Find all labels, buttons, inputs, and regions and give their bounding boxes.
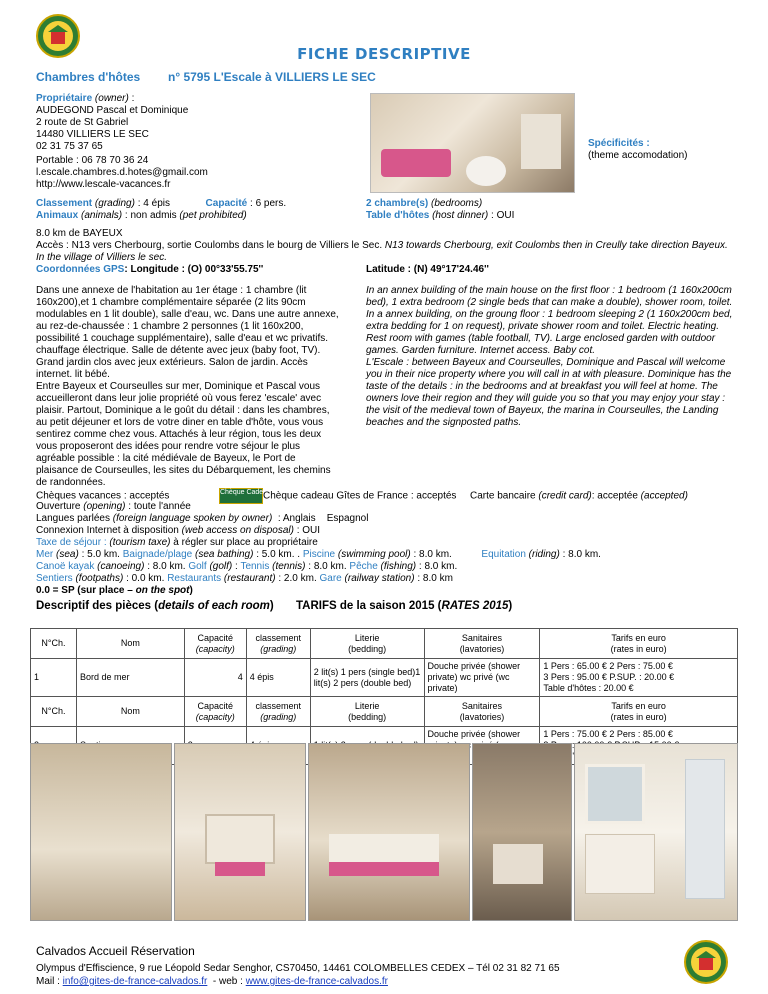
classement-label-en: (grading) <box>94 198 135 209</box>
rooms-summary <box>366 198 514 222</box>
cheque-cadeau-logo: Chèque Cadeau <box>219 488 263 504</box>
col-literie <box>310 629 424 659</box>
distance-sentiers-label: Sentiers <box>36 573 73 584</box>
sp-note <box>36 585 756 597</box>
access-distance: 8.0 km de BAYEUX <box>36 228 123 239</box>
distance-gare-label: Gare <box>319 573 342 584</box>
description-fr: Dans une annexe de l'habitation au 1er étage : 1 chambre (lit 160x200),et 1 chambre complémentaire séparée (2 lits 90cm modulables en 1 lit double), salle d'eau, wc. Dans une autre annexe, au rez-de-chaussée : 1 chambre 2 personnes (1 lit 160x200, possibilité 1 couchage supplémentaire), salle d'eau et wc privatifs. chauffage électrique. Salle de détente avec jeux (baby foot, TV). Grand jardin clos avec jeux extérieurs. Salon de jardin. Accès internet. lit bébé. Entre Bayeux et Courseulles sur mer, Dominique et Pascal vous accueilleront dans leur jolie propriété où vous ferez 'escale' avec plaisir. Partout, Dominique a le goût du détail : dans les chambres, au petit déjeuner et lors de votre diner en table d'hôte, vous vous sentirez comme chez vous. Attachés à leur région, tous les deux vous proposeront des idées pour rendre votre séjour le plus agréable possible : la cité médiévale de Bayeux, le Port de plaisance de Courseulles, les sites du Débarquement, les chemins de randonnées. <box>36 285 339 488</box>
photo-gallery <box>30 743 738 921</box>
owner-address1: 2 route de St Gabriel <box>36 117 129 128</box>
col-literie-en: (bedding) <box>348 643 387 654</box>
distance-tennis-en: (tennis) <box>272 561 306 572</box>
table-hotes-value: : OUI <box>491 210 515 221</box>
gps-label: Coordonnées GPS <box>36 264 125 275</box>
table-header-row-2 <box>31 697 738 727</box>
room-rate-line: 1 Pers : 75.00 € 2 Pers : 85.00 € <box>543 729 673 739</box>
col-nom: Nom <box>76 629 184 659</box>
col-classement-en: (grading) <box>260 711 297 722</box>
owner-name: AUDEGOND Pascal et Dominique <box>36 105 189 116</box>
description-en: In an annex building of the main house on the first floor : 1 bedroom (1 160x200cm bed), 1 extra bedroom (2 single beds that can make a double), shower room, toilet. In a annex building, on the groung floor : 1 bedroom sleeping 2 (1 160x200cm bed, extra bedding for 1 on request), private shower room and toilet. Electric heating. Rest room with games (table football, TV). Large enclosed garden with outdoor games. Garden furniture. Internet access. Baby cot. L'Escale : between Bayeux and Courseulles, Dominique and Pascal will welcome you in their nice property where you will call in at with pleasure. Dominique has the taste of the details : in the bedrooms and at breakfast you will feel at home. The owners love their region and they will guide you so that you may enjoy your stay : the visit of the medieval town of Bayeux, the marina in Courseulles, the Landing beaches and the signposted paths. <box>366 285 733 428</box>
col-tarifs-en: (rates in euro) <box>610 643 667 654</box>
distance-sentiers-value: : 0.0 km. <box>126 573 165 584</box>
room-capacity: 4 <box>184 659 246 697</box>
taxe-value: à régler sur place au propriétaire <box>173 537 318 548</box>
distance-gare-value: : 8.0 km <box>417 573 453 584</box>
col-capacite-label: Capacité <box>197 632 234 643</box>
room-lavatories: Douche privée (shower private) wc privé (wc private) <box>424 659 540 697</box>
gallery-photo-2 <box>174 743 306 921</box>
footer-org: Calvados Accueil Réservation <box>36 944 195 958</box>
distance-piscine-en: (swimming pool) <box>337 549 411 560</box>
col-classement <box>246 697 310 727</box>
col-sanitaires <box>424 697 540 727</box>
distance-restaurants-value: : 2.0 km. <box>278 573 317 584</box>
contact-block <box>36 155 336 191</box>
animaux-label: Animaux <box>36 210 79 221</box>
langues-label-en: (foreign language spoken by owner) <box>112 513 273 524</box>
col-tarifs <box>540 697 738 727</box>
distance-canoe-value: : 8.0 km. <box>147 561 186 572</box>
distance-peche-en: (fishing) <box>380 561 417 572</box>
gallery-photo-1 <box>30 743 172 921</box>
col-sanitaires-label: Sanitaires <box>461 700 502 711</box>
specificites-block <box>588 138 688 162</box>
col-literie-label: Literie <box>354 700 380 711</box>
page-title: FICHE DESCRIPTIVE <box>297 45 471 63</box>
rooms-title-close: ) <box>269 600 274 612</box>
col-classement-label: classement <box>255 700 301 711</box>
grading-block <box>36 198 286 222</box>
footer-block <box>36 945 676 988</box>
gites-de-france-logo-footer <box>684 940 728 984</box>
distance-peche-value: : 8.0 km. <box>418 561 458 572</box>
internet-value: : OUI <box>296 525 321 536</box>
col-sanitaires-en: (lavatories) <box>459 711 505 722</box>
tarifs-title-en: RATES 2015 <box>441 600 509 612</box>
rooms-title-en: details of each room <box>158 600 270 612</box>
gallery-photo-3 <box>308 743 470 921</box>
col-sanitaires-label: Sanitaires <box>461 632 502 643</box>
owner-email[interactable]: l.escale.chambres.d.hotes@gmail.com <box>36 167 208 178</box>
distance-golf-label: Golf <box>188 561 207 572</box>
tarifs-title-text: TARIFS de la saison 2015 ( <box>296 600 442 612</box>
room-rate-line: 3 Pers : 95.00 € P.SUP. : 20.00 € <box>543 671 675 682</box>
distance-gare-en: (railway station) <box>344 573 415 584</box>
ouverture-label-en: (opening) <box>83 501 126 512</box>
carte-label: Carte bancaire <box>470 490 536 502</box>
distances-line-2 <box>36 561 756 573</box>
footer-web-link[interactable]: www.gites-de-france-calvados.fr <box>245 976 388 987</box>
distance-mer-en: (sea) <box>56 549 79 560</box>
main-photo <box>370 93 575 193</box>
distance-canoe-en: (canoeing) <box>97 561 145 572</box>
gps-longitude: : Longitude : (O) 00°33'55.75'' <box>124 264 264 275</box>
room-bedding: 2 lit(s) 1 pers (single bed)1 lit(s) 2 pers (double bed) <box>310 659 424 697</box>
sp-note-en: on the spot <box>135 585 190 596</box>
col-classement <box>246 629 310 659</box>
footer-address: Olympus d'Effiscience, 9 rue Léopold Sedar Senghor, CS70450, 14461 COLOMBELLES CEDEX – Tél 02 31 82 71 65 <box>36 963 560 974</box>
chambres-label-en: (bedrooms) <box>431 198 483 209</box>
owner-mobile: Portable : 06 78 70 36 24 <box>36 155 149 166</box>
table-hotes-label-en: (host dinner) <box>432 210 489 221</box>
carte-value-en: (accepted) <box>640 490 688 502</box>
col-capacite <box>184 697 246 727</box>
category-label: Chambres d'hôtes <box>36 70 141 84</box>
tarifs-title-close: ) <box>508 600 513 612</box>
distance-mer-value: : 5.0 km. <box>81 549 120 560</box>
gallery-photo-5 <box>574 743 738 921</box>
col-capacite-en: (capacity) <box>195 711 235 722</box>
room-rate-line: 1 Pers : 65.00 € 2 Pers : 75.00 € <box>543 661 673 671</box>
col-sanitaires-en: (lavatories) <box>459 643 505 654</box>
rooms-title-text: Descriptif des pièces ( <box>36 600 159 612</box>
table-header-row-1 <box>31 629 738 659</box>
col-tarifs-label: Tarifs en euro <box>611 700 666 711</box>
room-lavatories: Douche privée (shower <box>424 727 540 765</box>
taxe-label-en: (tourism taxe) <box>109 537 171 548</box>
col-literie <box>310 697 424 727</box>
gallery-photo-4 <box>472 743 572 921</box>
distance-piscine-label: Piscine <box>302 549 336 560</box>
owner-phone: 02 31 75 37 65 <box>36 141 103 152</box>
distance-tennis-label: Tennis <box>240 561 270 572</box>
owner-address2: 14480 VILLIERS LE SEC <box>36 129 149 140</box>
carte-label-en: (credit card) <box>538 490 592 502</box>
ouverture-value: : toute l'année <box>128 501 191 512</box>
distance-mer-label: Mer <box>36 549 54 560</box>
cheque-cadeau: Chèque cadeau Gîtes de France : acceptés <box>262 490 457 502</box>
room-grading: 4 épis <box>246 659 310 697</box>
footer-web-label: - web : <box>207 976 246 987</box>
animaux-label-en: (animals) <box>81 210 123 221</box>
carte-value: : acceptée <box>591 490 638 502</box>
access-fr: Accès : N13 vers Cherbourg, sortie Coulombs dans le bourg de Villiers le Sec. <box>36 240 383 251</box>
distance-plage-value: : 5.0 km. . <box>256 549 301 560</box>
footer-mail-link[interactable]: info@gites-de-france-calvados.fr <box>62 976 208 987</box>
owner-label: Propriétaire <box>36 93 93 104</box>
animaux-value-en: (pet prohibited) <box>179 210 247 221</box>
distances-line-1 <box>36 549 756 561</box>
animaux-value: : non admis <box>124 210 177 221</box>
col-sanitaires <box>424 629 540 659</box>
classement-label: Classement <box>36 198 93 209</box>
tarifs-section-title <box>296 600 512 614</box>
taxe-label: Taxe de séjour : <box>36 537 107 548</box>
room-rates <box>540 659 738 697</box>
distance-piscine-value: : 8.0 km. <box>413 549 452 560</box>
room-name: Bord de mer <box>76 659 184 697</box>
specificites-value: (theme accomodation) <box>588 150 688 161</box>
capacite-value: : 6 pers. <box>250 198 287 209</box>
sp-note-text: 0.0 = SP (sur place – <box>36 585 136 596</box>
distance-plage-en: (sea bathing) <box>195 549 254 560</box>
col-capacite-en: (capacity) <box>195 643 235 654</box>
col-capacite-label: Capacité <box>197 700 234 711</box>
internet-label: Connexion Internet à disposition <box>36 525 179 536</box>
classement-value: : 4 épis <box>137 198 170 209</box>
col-classement-label: classement <box>255 632 301 643</box>
distance-restaurants-label: Restaurants <box>167 573 222 584</box>
specificites-label: Spécificités : <box>588 138 650 149</box>
distance-plage-label: Baignade/plage <box>122 549 193 560</box>
ouverture-label: Ouverture <box>36 501 81 512</box>
distance-tennis-value: : 8.0 km. <box>308 561 347 572</box>
col-tarifs-label: Tarifs en euro <box>611 632 666 643</box>
distances-line-3 <box>36 573 756 585</box>
distance-canoe-label: Canoë kayak <box>36 561 95 572</box>
col-literie-en: (bedding) <box>348 711 387 722</box>
sp-note-close: ) <box>189 585 193 596</box>
col-num: N°Ch. <box>31 697 77 727</box>
room-num: 1 <box>31 659 77 697</box>
chambres-label: 2 chambre(s) <box>366 198 429 209</box>
capacite-label: Capacité <box>205 198 248 209</box>
distance-sentiers-en: (footpaths) <box>75 573 124 584</box>
distance-equitation-label: Equitation <box>481 549 526 560</box>
col-literie-label: Literie <box>354 632 380 643</box>
listing-title: n° 5795 L'Escale à VILLIERS LE SEC <box>168 70 376 84</box>
internet-label-en: (web access on disposal) <box>181 525 294 536</box>
langues-value: : Anglais Espagnol <box>272 513 369 524</box>
cheques-vacances: Chèques vacances : acceptés <box>36 490 170 502</box>
gps-latitude: Latitude : (N) 49°17'24.46'' <box>366 264 489 275</box>
table-row <box>31 659 738 697</box>
owner-label-en: (owner) <box>94 93 129 104</box>
access-en: N13 towards Cherbourg, exit Coulombs then in Creully take direction Bayeux. In the village of Villiers le sec. <box>36 240 728 263</box>
col-tarifs <box>540 629 738 659</box>
table-hotes-label: Table d'hôtes <box>366 210 430 221</box>
langues-label: Langues parlées <box>36 513 110 524</box>
footer-mail-label: Mail : <box>36 976 63 987</box>
owner-website[interactable]: http://www.lescale-vacances.fr <box>36 179 171 190</box>
distance-equitation-en: (riding) <box>528 549 560 560</box>
distances-block <box>36 549 756 597</box>
distance-peche-label: Pêche <box>349 561 378 572</box>
col-num: N°Ch. <box>31 629 77 659</box>
room-rate-line: Table d'hôtes : 20.00 € <box>543 682 634 693</box>
col-nom: Nom <box>76 697 184 727</box>
col-classement-en: (grading) <box>260 643 297 654</box>
distance-restaurants-en: (restaurant) <box>223 573 276 584</box>
distance-golf-en: (golf) <box>209 561 233 572</box>
distance-equitation-value: : 8.0 km. <box>562 549 601 560</box>
col-capacite <box>184 629 246 659</box>
rooms-section-title <box>36 600 274 614</box>
owner-block: Propriétaire (owner) : AUDEGOND Pascal et Dominique 2 route de St Gabriel 14480 VILLIERS LE SEC 02 31 75 37 65 <box>36 93 336 153</box>
distance-golf-value: : <box>235 561 238 572</box>
col-tarifs-en: (rates in euro) <box>610 711 667 722</box>
infos-block <box>36 501 756 549</box>
